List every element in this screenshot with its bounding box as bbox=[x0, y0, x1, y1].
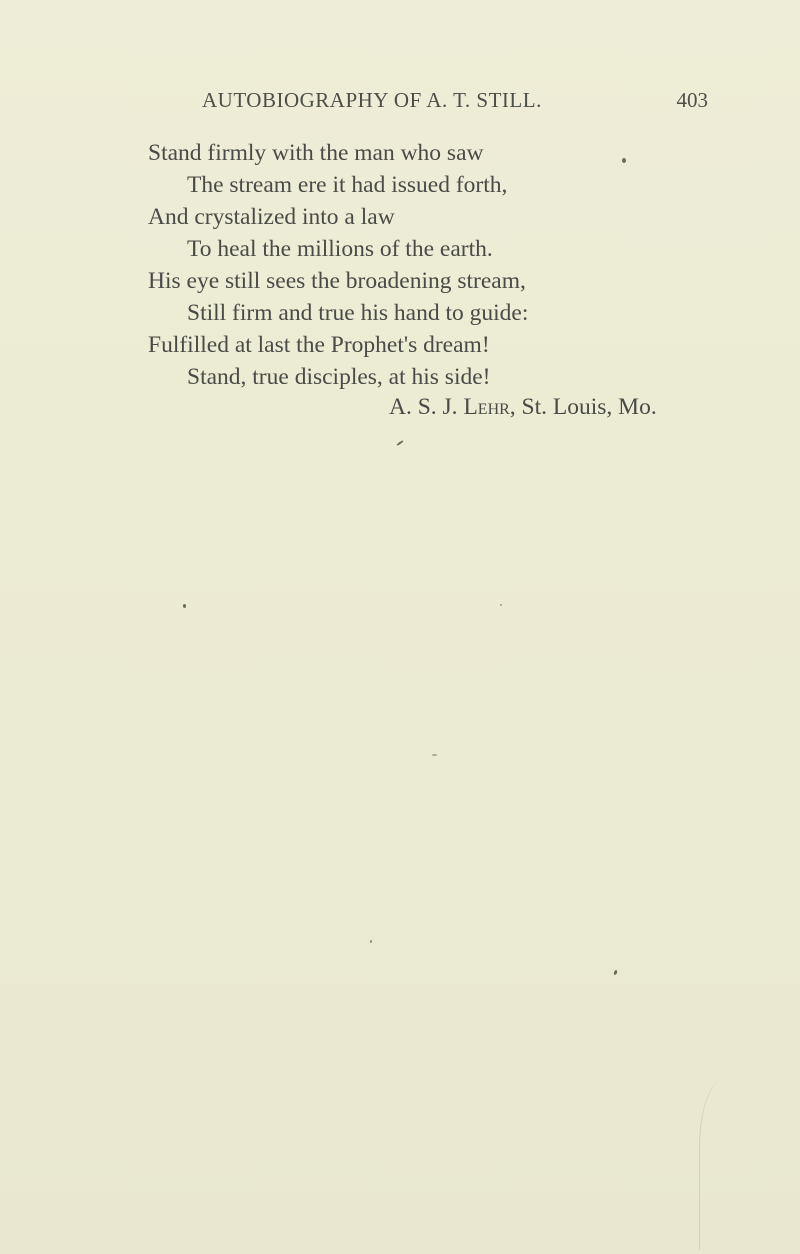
paper-speck bbox=[622, 158, 626, 163]
poem-line: Stand firmly with the man who saw bbox=[148, 140, 484, 166]
page-number: 403 bbox=[676, 88, 708, 112]
paper-fold-shadow bbox=[699, 1080, 760, 1250]
paper-speck bbox=[183, 604, 186, 608]
paper-speck bbox=[396, 440, 404, 446]
poem-line: Fulfilled at last the Prophet's dream! bbox=[148, 332, 490, 358]
poem-line: Stand, true disciples, at his side! bbox=[187, 364, 491, 390]
poem-line: To heal the millions of the earth. bbox=[187, 236, 493, 262]
poem-line: And crystalized into a law bbox=[148, 204, 395, 230]
paper-speck bbox=[500, 604, 502, 606]
paper-speck bbox=[370, 940, 372, 943]
paper-speck bbox=[613, 970, 618, 976]
signature-place: , St. Louis, Mo. bbox=[509, 394, 657, 420]
running-title: AUTOBIOGRAPHY OF A. T. STILL. bbox=[202, 88, 542, 112]
poem-line: His eye still sees the broadening stream, bbox=[148, 268, 526, 294]
author-signature bbox=[389, 394, 657, 421]
poem-line: Still firm and true his hand to guide: bbox=[187, 300, 529, 326]
signature-surname: Lehr bbox=[463, 394, 510, 420]
poem-line: The stream ere it had issued forth, bbox=[187, 172, 508, 198]
paper-speck bbox=[432, 754, 437, 756]
page-header bbox=[202, 88, 708, 118]
signature-initials: A. S. J. bbox=[389, 394, 458, 420]
